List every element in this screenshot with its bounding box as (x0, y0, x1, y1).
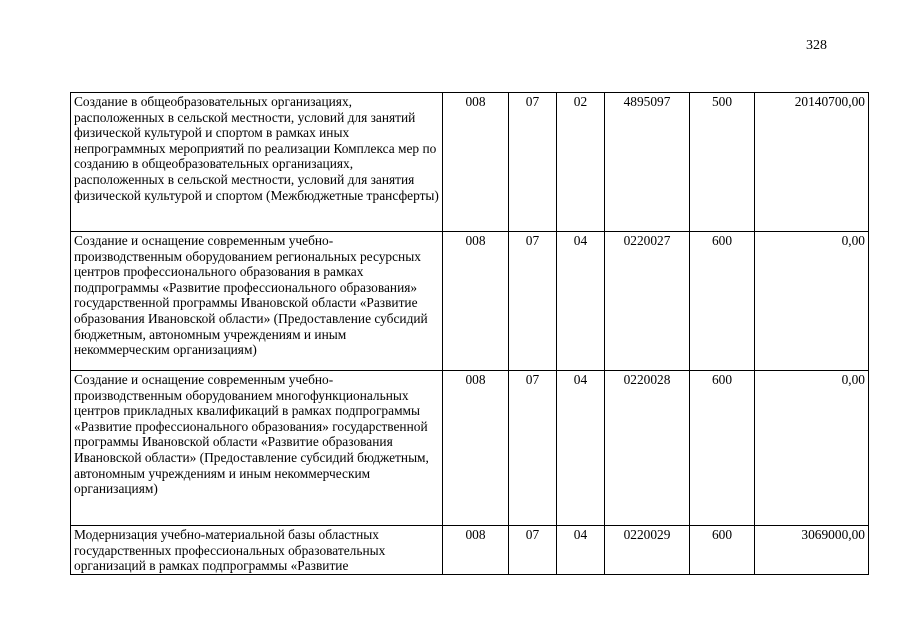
expense-type-code: 500 (690, 93, 755, 232)
section-code: 07 (509, 371, 557, 526)
amount: 20140700,00 (755, 93, 869, 232)
ministry-code: 008 (443, 93, 509, 232)
subsection-code: 04 (557, 232, 605, 371)
amount: 3069000,00 (755, 526, 869, 575)
amount: 0,00 (755, 232, 869, 371)
expense-type-code: 600 (690, 371, 755, 526)
ministry-code: 008 (443, 371, 509, 526)
section-code: 07 (509, 526, 557, 575)
ministry-code: 008 (443, 232, 509, 371)
budget-table (70, 92, 869, 575)
expense-type-code: 600 (690, 526, 755, 575)
target-article-code: 0220027 (605, 232, 690, 371)
section-code: 07 (509, 93, 557, 232)
subsection-code: 04 (557, 526, 605, 575)
target-article-code: 4895097 (605, 93, 690, 232)
expense-description: Создание в общеобразовательных организациях, расположенных в сельской местности, условий для занятий физической культурой и спортом в рамках иных непрограммных мероприятий по реализации Комплекса мер по созданию в общеобразовательных организациях, расположенных в сельской местности, условий для занятия физической культурой и спортом (Межбюджетные трансферты) (71, 93, 443, 232)
table-row (71, 526, 869, 575)
table-row (71, 371, 869, 526)
table-row (71, 232, 869, 371)
amount: 0,00 (755, 371, 869, 526)
page-number: 328 (806, 38, 827, 53)
expense-description: Модернизация учебно-материальной базы областных государственных профессиональных образовательных организаций в рамках подпрограммы «Развитие (71, 526, 443, 575)
subsection-code: 04 (557, 371, 605, 526)
ministry-code: 008 (443, 526, 509, 575)
expense-description: Создание и оснащение современным учебно-производственным оборудованием многофункциональных центров прикладных квалификаций в рамках подпрограммы «Развитие профессионального образования» государственной программы Ивановской области «Развитие образования Ивановской области» (Предоставление субсидий бюджетным, автономным учреждениям и иным некоммерческим организациям) (71, 371, 443, 526)
section-code: 07 (509, 232, 557, 371)
target-article-code: 0220029 (605, 526, 690, 575)
expense-description: Создание и оснащение современным учебно-производственным оборудованием региональных ресурсных центров профессионального образования в рамках подпрограммы «Развитие профессионального образования» государственной программы Ивановской области «Развитие образования Ивановской области» (Предоставление субсидий бюджетным, автономным учреждениям и иным некоммерческим организациям) (71, 232, 443, 371)
table-row (71, 93, 869, 232)
expense-type-code: 600 (690, 232, 755, 371)
target-article-code: 0220028 (605, 371, 690, 526)
subsection-code: 02 (557, 93, 605, 232)
